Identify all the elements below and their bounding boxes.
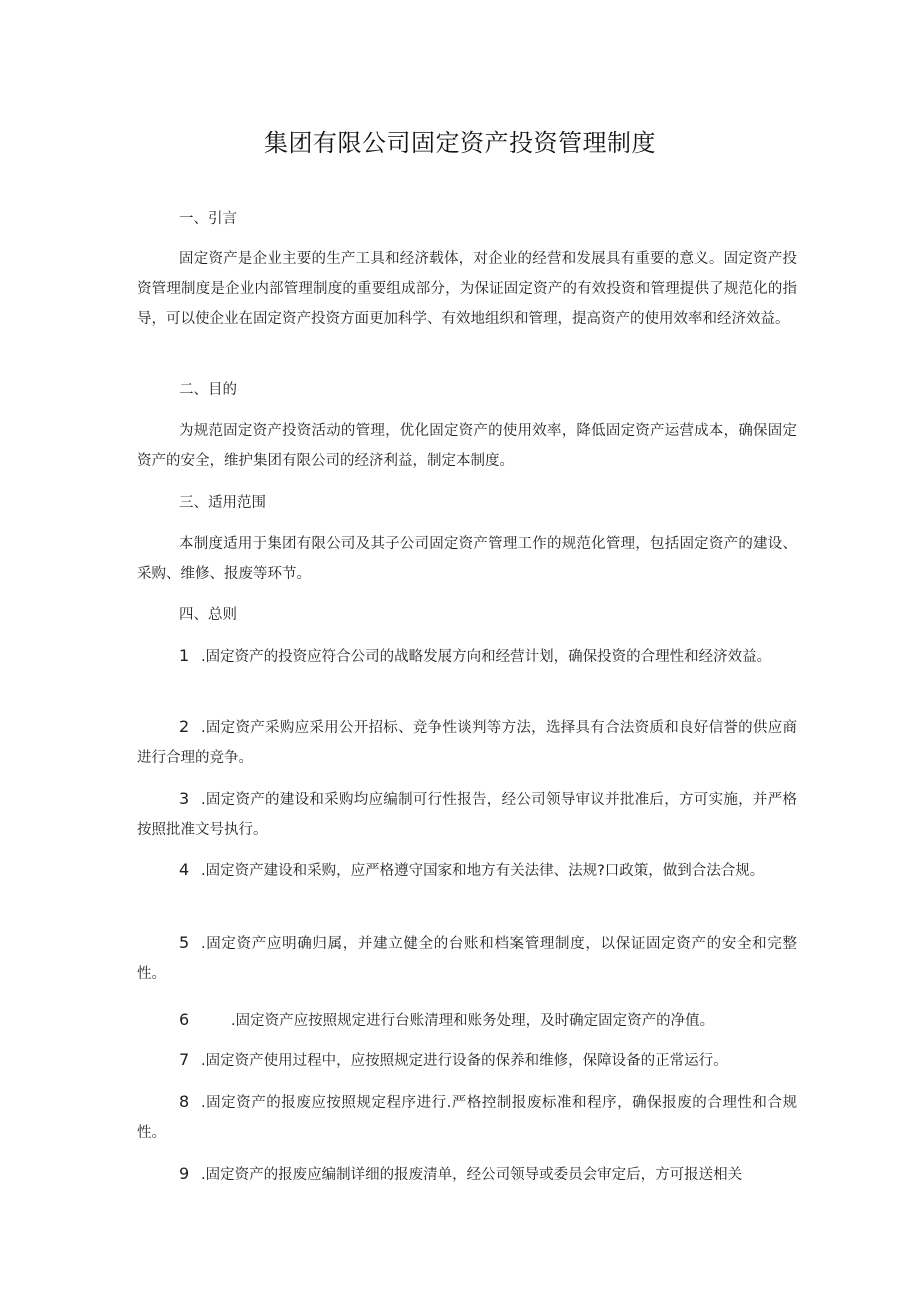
list-item-text: .固定资产采购应采用公开招标、竞争性谈判等方法，选择具有合法资质和良好信誉的供应商进行合理的竞争。 — [137, 720, 797, 766]
section-body-purpose: 为规范固定资产投资活动的管理，优化固定资产的使用效率，降低固定资产运营成本，确保固定资产的安全，维护集团有限公司的经济利益，制定本制度。 — [137, 423, 797, 469]
list-item-number: 4 — [179, 860, 190, 879]
list-item — [137, 712, 797, 773]
list-item-text: .固定资产应按照规定进行台账清理和账务处理，及时确定固定资产的净值。 — [231, 1013, 715, 1029]
list-item — [137, 928, 797, 989]
list-item-text: .固定资产应明确归属，并建立健全的台账和档案管理制度，以保证固定资产的安全和完整性。 — [137, 936, 797, 982]
section-heading-scope: 三、适用范围 — [179, 495, 266, 511]
document-title: 集团有限公司固定资产投资管理制度 — [264, 129, 656, 157]
list-item-number: 8 — [179, 1092, 190, 1111]
section-heading-purpose: 二、目的 — [179, 382, 237, 398]
list-item-number: 3 — [179, 789, 190, 808]
list-item-number: 1 — [179, 646, 190, 665]
section-body-intro: 固定资产是企业主要的生产工具和经济载体，对企业的经营和发展具有重要的意义。固定资产投资管理制度是企业内部管理制度的重要组成部分，为保证固定资产的有效投资和管理提供了规范化的指导，可以使企业在固定资产投资方面更加科学、有效地组织和管理，提高资产的使用效率和经济效益。 — [137, 251, 797, 327]
section-heading-intro: 一、引言 — [179, 211, 237, 227]
list-item — [137, 784, 797, 845]
list-item — [137, 1045, 797, 1076]
list-item — [137, 1005, 797, 1036]
list-item-text: .固定资产的投资应符合公司的战略发展方向和经营计划，确保投资的合理性和经济效益。 — [201, 649, 772, 665]
section-body-scope: 本制度适用于集团有限公司及其子公司固定资产管理工作的规范化管理，包括固定资产的建设、采购、维修、报废等环节。 — [137, 536, 797, 582]
list-item-text: .固定资产使用过程中，应按照规定进行设备的保养和维修，保障设备的正常运行。 — [201, 1053, 728, 1069]
list-item-text: .固定资产建设和采购，应严格遵守国家和地方有关法律、法规?口政策，做到合法合规。 — [201, 863, 765, 879]
list-item-number: 7 — [179, 1050, 190, 1069]
list-item — [137, 1087, 797, 1148]
list-item-number: 2 — [179, 717, 190, 736]
list-item — [137, 855, 797, 886]
list-item-text: .固定资产的报废应按照规定程序进行.严格控制报废标准和程序，确保报废的合理性和合规性。 — [137, 1095, 797, 1141]
list-item-text: .固定资产的建设和采购均应编制可行性报告，经公司领导审议并批准后，方可实施，并严格按照批准文号执行。 — [137, 792, 797, 838]
list-item — [137, 641, 797, 672]
list-item-number: 5 — [179, 933, 190, 952]
list-item-number: 9 — [179, 1164, 190, 1183]
section-heading-general: 四、总则 — [179, 607, 237, 623]
list-item — [137, 1159, 797, 1190]
list-item-text: .固定资产的报废应编制详细的报废清单，经公司领导或委员会审定后，方可报送相关 — [201, 1167, 743, 1183]
list-item-number: 6 — [179, 1010, 190, 1029]
